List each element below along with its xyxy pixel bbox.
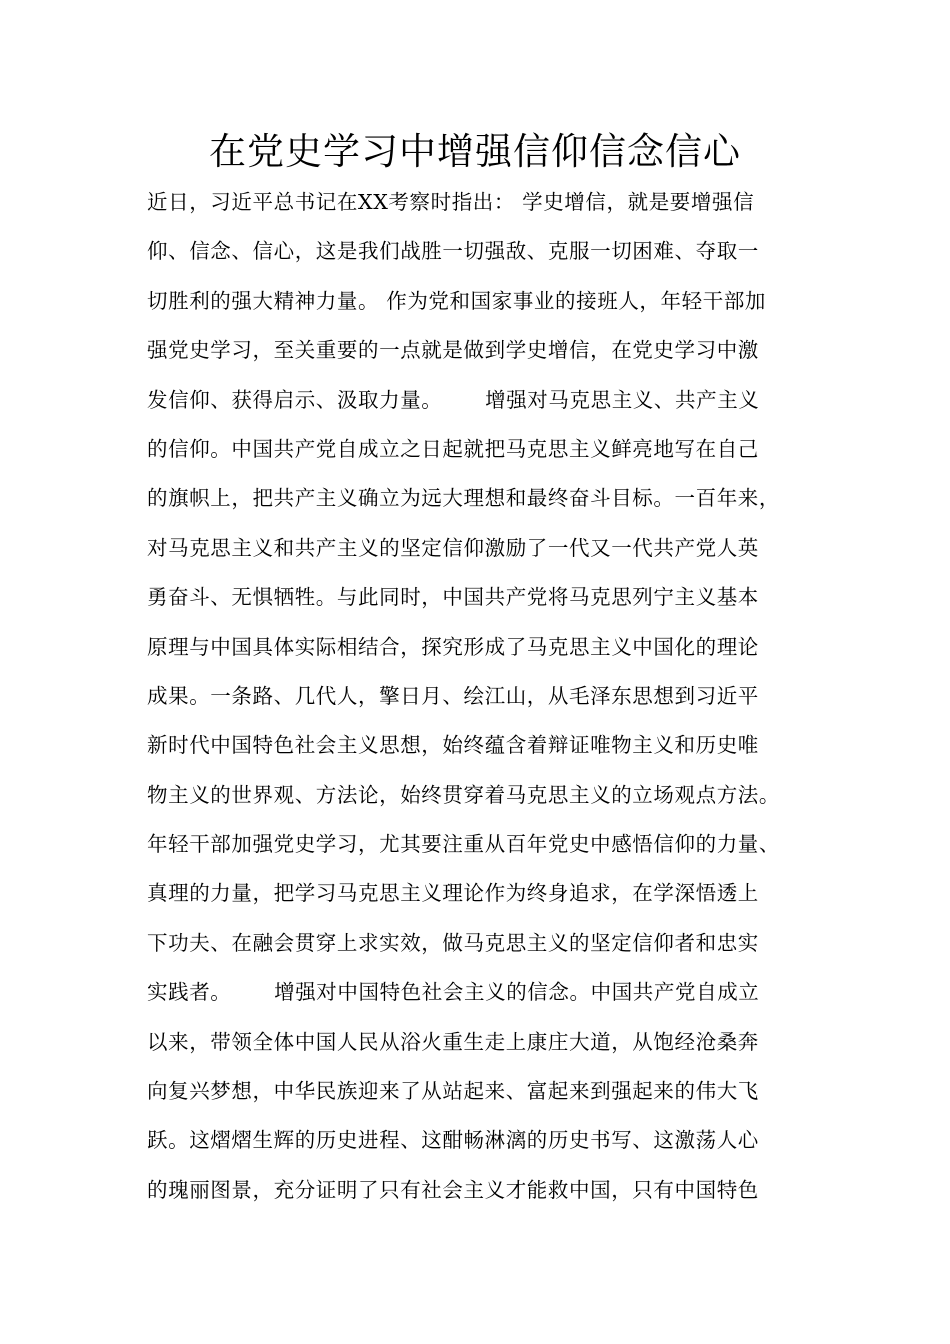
body-line: 的信仰。中国共产党自成立之日起就把马克思主义鲜亮地写在自己: [147, 436, 759, 461]
body-line: 强党史学习，至关重要的一点就是做到学史增信，在党史学习中激: [147, 338, 759, 363]
body-line: 跃。这熠熠生辉的历史进程、这酣畅淋漓的历史书写、这激荡人心: [147, 1128, 759, 1153]
body-line: 对马克思主义和共产主义的坚定信仰激励了一代又一代共产党人英: [147, 535, 759, 560]
body-line: 原理与中国具体实际相结合，探究形成了马克思主义中国化的理论: [147, 634, 759, 659]
body-line: 下功夫、在融会贯穿上求实效，做马克思主义的坚定信仰者和忠实: [147, 930, 759, 955]
body-line: 年轻干部加强党史学习，尤其要注重从百年党史中感悟信仰的力量、: [147, 832, 780, 857]
body-line: 的旗帜上，把共产主义确立为远大理想和最终奋斗目标。一百年来，: [147, 486, 780, 511]
body-line: 以来，带领全体中国人民从浴火重生走上康庄大道，从饱经沧桑奔: [147, 1029, 759, 1054]
body-line: 新时代中国特色社会主义思想，始终蕴含着辩证唯物主义和历史唯: [147, 733, 759, 758]
body-line: 发信仰、获得启示、汲取力量。 增强对马克思主义、共产主义: [147, 387, 760, 412]
body-line: 向复兴梦想，中华民族迎来了从站起来、富起来到强起来的伟大飞: [147, 1079, 759, 1104]
body-line: 成果。一条路、几代人，擎日月、绘江山，从毛泽东思想到习近平: [147, 683, 759, 708]
body-line: 勇奋斗、无惧牺牲。与此同时，中国共产党将马克思列宁主义基本: [147, 585, 759, 610]
body-line: 近日，习近平总书记在XX考察时指出： 学史增信，就是要增强信: [147, 190, 755, 214]
body-line: 仰、信念、信心，这是我们战胜一切强敌、克服一切困难、夺取一: [147, 239, 759, 264]
body-line: 切胜利的强大精神力量。 作为党和国家事业的接班人，年轻干部加: [147, 288, 767, 313]
body-line: 实践者。 增强对中国特色社会主义的信念。中国共产党自成立: [147, 980, 760, 1005]
document-body: [147, 178, 847, 1215]
body-line: 物主义的世界观、方法论，始终贯穿着马克思主义的立场观点方法。: [147, 782, 780, 807]
body-line: 真理的力量，把学习马克思主义理论作为终身追求，在学深悟透上: [147, 881, 759, 906]
body-line: 的瑰丽图景，充分证明了只有社会主义才能救中国，只有中国特色: [147, 1177, 759, 1202]
document-title: 在党史学习中增强信仰信念信心: [209, 130, 741, 173]
